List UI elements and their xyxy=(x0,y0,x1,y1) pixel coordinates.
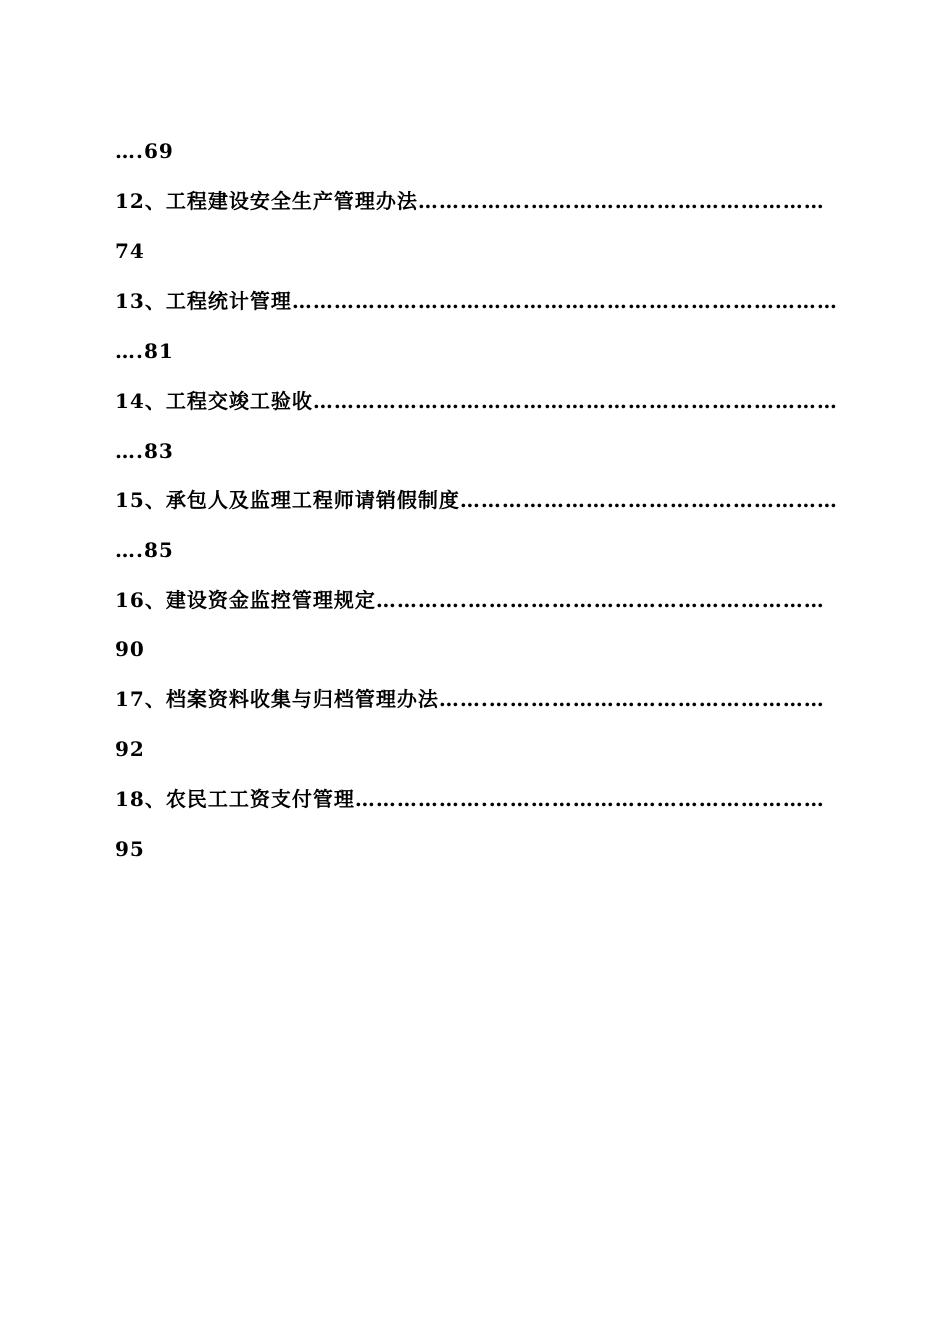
toc-page-continuation: ….69 xyxy=(115,139,174,163)
toc-entry-13: 13、工程统计管理…………………………………………………………………… xyxy=(115,289,838,313)
toc-entry-12-page: 74 xyxy=(115,239,145,263)
toc-entry-18: 18、农民工工资支付管理……………….………………………………………… xyxy=(115,787,825,811)
toc-entry-16: 16、建设资金监控管理规定………….…………………………………………… xyxy=(115,588,825,612)
toc-entry-13-page: ….81 xyxy=(115,339,174,363)
toc-entry-16-page: 90 xyxy=(115,637,145,661)
toc-entry-15: 15、承包人及监理工程师请销假制度……………………………………………… xyxy=(115,488,838,512)
toc-entry-15-page: ….85 xyxy=(115,538,174,562)
toc-entry-17-page: 92 xyxy=(115,737,145,761)
toc-entry-17: 17、档案资料收集与归档管理办法…….………………………………………… xyxy=(115,687,825,711)
toc-entry-18-page: 95 xyxy=(115,837,145,861)
toc-entry-14: 14、工程交竣工验收………………………………………………………………… xyxy=(115,389,838,413)
toc-entry-12: 12、工程建设安全生产管理办法…………….…………………………………… xyxy=(115,189,825,213)
toc-entry-14-page: ….83 xyxy=(115,439,174,463)
